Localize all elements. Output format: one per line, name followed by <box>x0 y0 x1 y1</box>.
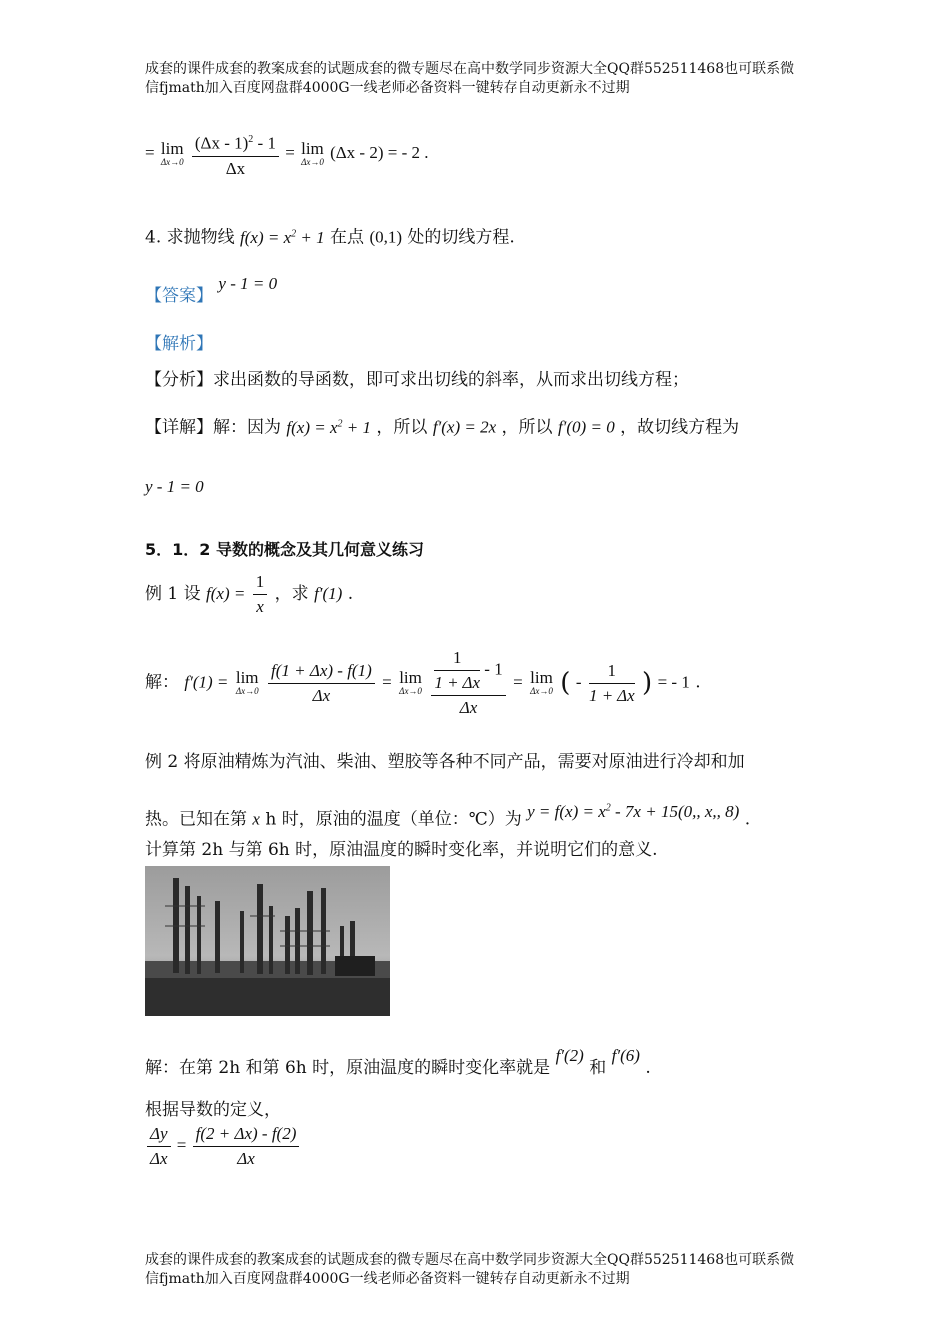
ex2-line-1: 例 2 将原油精炼为汽油、柴油、塑胶等各种不同产品，需要对原油进行冷却和加 <box>145 752 745 772</box>
xiangjie-prefix: 【详解】解：因为 <box>145 417 281 438</box>
rhs-num: f(2 + Δx) - f(2) <box>193 1124 300 1147</box>
page-header <box>145 60 825 98</box>
f1-base: f(x) = x <box>286 417 338 437</box>
xiangjie-suffix: ，故切线方程为 <box>620 417 740 438</box>
q4-mid: 在点 <box>330 227 365 248</box>
footer-line-2: 信fjmath加入百度网盘群4000G一线老师必备资料一键转存自动更新永不过期 <box>145 1271 630 1287</box>
q4-func-exp: 2 <box>291 228 297 239</box>
limit-operator <box>161 141 184 167</box>
ex1-sol-lhs: f′(1) = <box>184 672 229 692</box>
ex1-sol-frac-3 <box>589 661 635 706</box>
num-exponent: 2 <box>248 134 254 145</box>
analysis-label: 【解析】 <box>145 334 213 354</box>
xiangjie-f2: f′(x) = 2x <box>432 417 497 437</box>
so-1: ，所以 <box>376 417 428 438</box>
period: . <box>424 143 429 163</box>
formula-tail: (Δx - 2) = - 2 <box>330 143 421 163</box>
ex2-var: x <box>252 809 260 829</box>
left-paren: ( <box>560 668 571 698</box>
ex1-sol-lim-3 <box>530 670 553 696</box>
lim-text-3: lim <box>530 668 553 687</box>
ex1-sol-frac-2 <box>431 648 505 718</box>
eq-1: = <box>382 672 392 692</box>
footer-line-1: 成套的课件成套的教案成套的试题成套的微专题尽在高中数学同步资源大全QQ群552511468也可联系微 <box>145 1252 795 1268</box>
q4-function <box>240 228 325 247</box>
lim-text: lim <box>160 139 184 159</box>
lhs-fraction <box>147 1124 171 1169</box>
ex2-formula <box>527 802 739 821</box>
numerator <box>192 130 279 157</box>
ex1-sol-dot: . <box>695 672 701 693</box>
equals-sign-2: = <box>285 143 295 163</box>
num-tail: - 1 <box>253 133 276 153</box>
ex1-den: x <box>256 597 264 616</box>
top-formula <box>145 130 429 179</box>
ex1-mid: ，求 <box>274 584 309 604</box>
num-base: (Δx - 1) <box>194 133 249 153</box>
xiangjie-f3: f′(0) = 0 <box>557 417 615 437</box>
example-1 <box>145 572 353 617</box>
lim-sub-2: Δx→0 <box>399 686 422 696</box>
ex1-sol-label: 解： <box>145 672 179 693</box>
header-line-2: 信fjmath加入百度网盘群4000G一线老师必备资料一键转存自动更新永不过期 <box>145 80 630 96</box>
ex1-sol-frac-1 <box>268 661 375 706</box>
ex1-fraction <box>253 572 268 617</box>
ex2-sol-dot: . <box>645 1058 651 1078</box>
eq-2: = <box>513 672 523 692</box>
so-2: ，所以 <box>501 417 553 438</box>
answer-value: y - 1 = 0 <box>218 274 278 293</box>
denominator: Δx <box>225 158 246 178</box>
lim-text-2: lim <box>301 139 324 159</box>
inner-num: 1 <box>434 648 480 671</box>
limit-operator-2 <box>301 141 324 167</box>
equals-sign: = <box>145 143 155 163</box>
f1-exp: 2 <box>337 418 343 429</box>
frac2-num <box>431 648 505 696</box>
frac2-den: Δx <box>459 698 478 717</box>
ex2-sol-d1: f′(2) <box>555 1046 584 1065</box>
frac3-num: 1 <box>589 661 635 684</box>
ex1-sol-lim-1 <box>236 670 259 696</box>
ex2-sol-line-1 <box>145 1044 651 1080</box>
ex1-dot: . <box>347 584 354 604</box>
ex2-formula-base: y = f(x) = x <box>527 801 606 821</box>
header-line-1: 成套的课件成套的教案成套的试题成套的微专题尽在高中数学同步资源大全QQ群552511468也可联系微 <box>145 61 795 77</box>
ex2-sol-and: 和 <box>589 1058 607 1078</box>
question-4 <box>145 222 515 250</box>
xiangjie-f1 <box>286 418 371 437</box>
ex1-prefix: 例 1 设 <box>145 584 201 604</box>
ex1-num: 1 <box>253 572 268 595</box>
ex1-func-lhs: f(x) = <box>206 584 246 603</box>
ex1-solution <box>145 648 701 718</box>
lim-sub-3: Δx→0 <box>530 686 553 696</box>
analysis-xiangjie <box>145 412 739 440</box>
q4-suffix: 处的切线方程. <box>407 227 515 248</box>
lhs-den: Δx <box>150 1149 168 1168</box>
ex2-line-3: 计算第 2h 与第 6h 时，原油温度的瞬时变化率，并说明它们的意义. <box>145 840 658 860</box>
tangent-result: y - 1 = 0 <box>145 477 204 496</box>
lim-text-2: lim <box>399 668 422 687</box>
q4-prefix: 4. 求抛物线 <box>145 227 235 248</box>
inner-den: 1 + Δx <box>434 673 481 692</box>
ex1-target: f′(1) <box>314 584 343 603</box>
ex2-l2-mid: h 时，原油的温度（单位：℃）为 <box>265 809 522 830</box>
frac1-den: Δx <box>312 685 331 705</box>
f1-tail: + 1 <box>342 417 371 437</box>
answer-row <box>145 272 277 308</box>
section-title: 5．1．2 导数的概念及其几何意义练习 <box>145 540 424 559</box>
lim-subscript: Δx→0 <box>160 157 184 168</box>
ex2-l2-prefix: 热。已知在第 <box>145 809 247 830</box>
ex2-sol-d2: f′(6) <box>611 1046 640 1065</box>
ex2-sol-line-2: 根据导数的定义， <box>145 1100 281 1120</box>
lim-subscript-2: Δx→0 <box>301 157 324 168</box>
right-paren: ) <box>642 668 653 698</box>
q4-func-base: f(x) = x <box>240 227 292 247</box>
lim-sub: Δx→0 <box>235 686 259 696</box>
ex2-formula-exp: 2 <box>605 802 611 813</box>
refinery-illustration <box>145 866 390 1016</box>
ex2-formula-tail: - 7x + 15(0,, x,, 8) <box>610 801 740 821</box>
page-footer <box>145 1251 825 1289</box>
q4-point: (0,1) <box>369 227 403 247</box>
lim-text: lim <box>235 668 259 687</box>
frac3-den: 1 + Δx <box>588 685 635 705</box>
inner-fraction <box>434 648 480 693</box>
rhs-fraction <box>193 1124 300 1169</box>
neg-sign: - <box>575 672 582 692</box>
frac1-num: f(1 + Δx) - f(1) <box>268 661 375 684</box>
inner-tail: - 1 <box>480 659 503 679</box>
ex2-dot: . <box>744 809 751 830</box>
analysis-fenxi: 【分析】求出函数的导函数，即可求出切线的斜率，从而求出切线方程； <box>145 370 689 390</box>
answer-label: 【答案】 <box>145 286 213 306</box>
ex2-sol-prefix: 解：在第 2h 和第 6h 时，原油温度的瞬时变化率就是 <box>145 1058 551 1078</box>
fraction <box>192 130 279 179</box>
rhs-den: Δx <box>237 1149 255 1168</box>
refinery-photo <box>145 866 390 1016</box>
q4-func-tail: + 1 <box>296 227 325 247</box>
ex1-result: = - 1 <box>657 672 690 692</box>
lhs-num: Δy <box>147 1124 171 1147</box>
ex2-line-2 <box>145 796 750 832</box>
ex2-sol-eq: = <box>176 1135 187 1155</box>
ex2-sol-formula <box>145 1124 301 1169</box>
ex1-sol-lim-2 <box>399 670 422 696</box>
